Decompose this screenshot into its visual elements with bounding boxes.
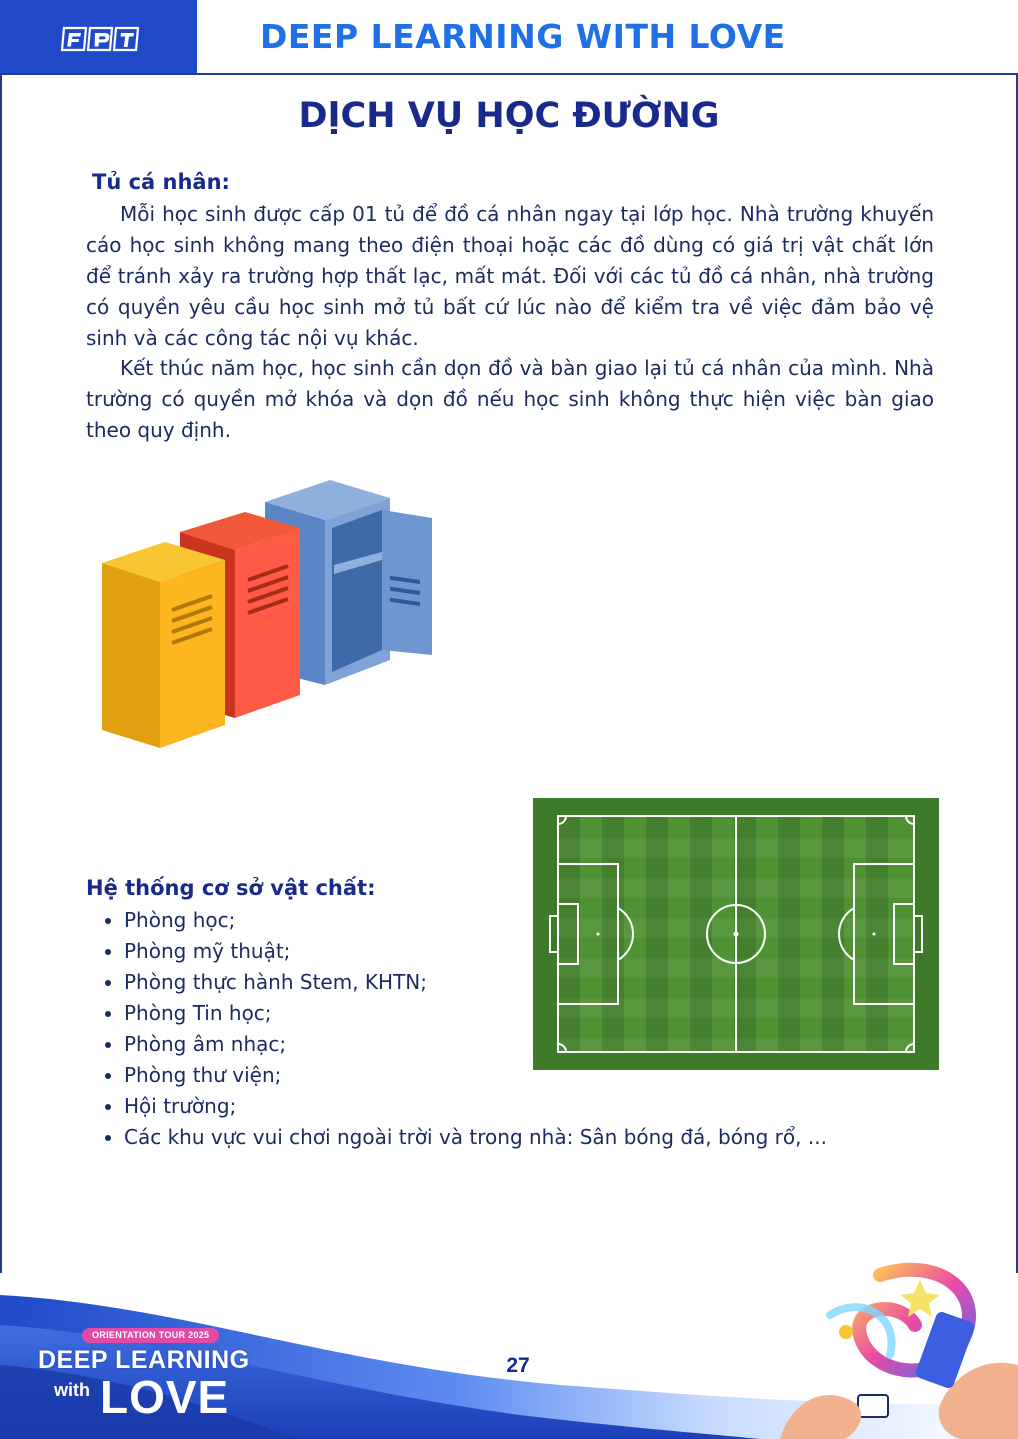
fpt-logo xyxy=(0,0,197,73)
lockers-paragraph-1: Mỗi học sinh được cấp 01 tủ để đồ cá nhân ngay tại lớp học. Nhà trường khuyến cáo học sinh không mang theo điện thoại hoặc các đồ dùng có giá trị vật chất lớn để tránh xảy ra trường hợp thất lạc, mất mát. Đối với các tủ đồ cá nhân, nhà trường có quyền yêu cầu học sinh mở tủ bất cứ lúc nào để kiểm tra về việc đảm bảo vệ sinh và các công tác nội vụ khác. xyxy=(86,202,934,350)
lockers-illustration xyxy=(100,480,435,750)
lockers-heading: Tủ cá nhân: xyxy=(92,170,230,194)
left-border xyxy=(0,73,2,1273)
page-number: 27 xyxy=(506,1354,530,1377)
brand-logo-line2: with xyxy=(54,1380,90,1400)
list-item: • Phòng mỹ thuật; xyxy=(124,936,827,967)
header-title: DEEP LEARNING WITH LOVE xyxy=(260,17,786,56)
page-title: DỊCH VỤ HỌC ĐƯỜNG xyxy=(298,96,720,136)
list-item: • Phòng thư viện; xyxy=(124,1060,827,1091)
list-item: • Phòng Tin học; xyxy=(124,998,827,1029)
list-item: • Hội trường; xyxy=(124,1091,827,1122)
brand-tag: ORIENTATION TOUR 2025 xyxy=(82,1328,219,1343)
fpt-logo-icon xyxy=(60,25,144,53)
list-item: • Phòng học; xyxy=(124,905,827,936)
lockers-paragraph-2: Kết thúc năm học, học sinh cần dọn đồ và bàn giao lại tủ cá nhân của mình. Nhà trường có quyền mở khóa và dọn đồ nếu học sinh không thực hiện việc bàn giao theo quy định. xyxy=(86,356,934,442)
facilities-heading: Hệ thống cơ sở vật chất: xyxy=(86,876,376,900)
brand-logo-line3: LOVE xyxy=(100,1371,230,1423)
list-item: • Các khu vực vui chơi ngoài trời và trong nhà: Sân bóng đá, bóng rổ, ... xyxy=(124,1122,827,1153)
list-item: • Phòng thực hành Stem, KHTN; xyxy=(124,967,827,998)
facilities-list xyxy=(86,905,827,1153)
list-item: • Phòng âm nhạc; xyxy=(124,1029,827,1060)
header-bar xyxy=(0,0,1018,75)
brand-logo-line1: DEEP LEARNING xyxy=(38,1346,250,1374)
